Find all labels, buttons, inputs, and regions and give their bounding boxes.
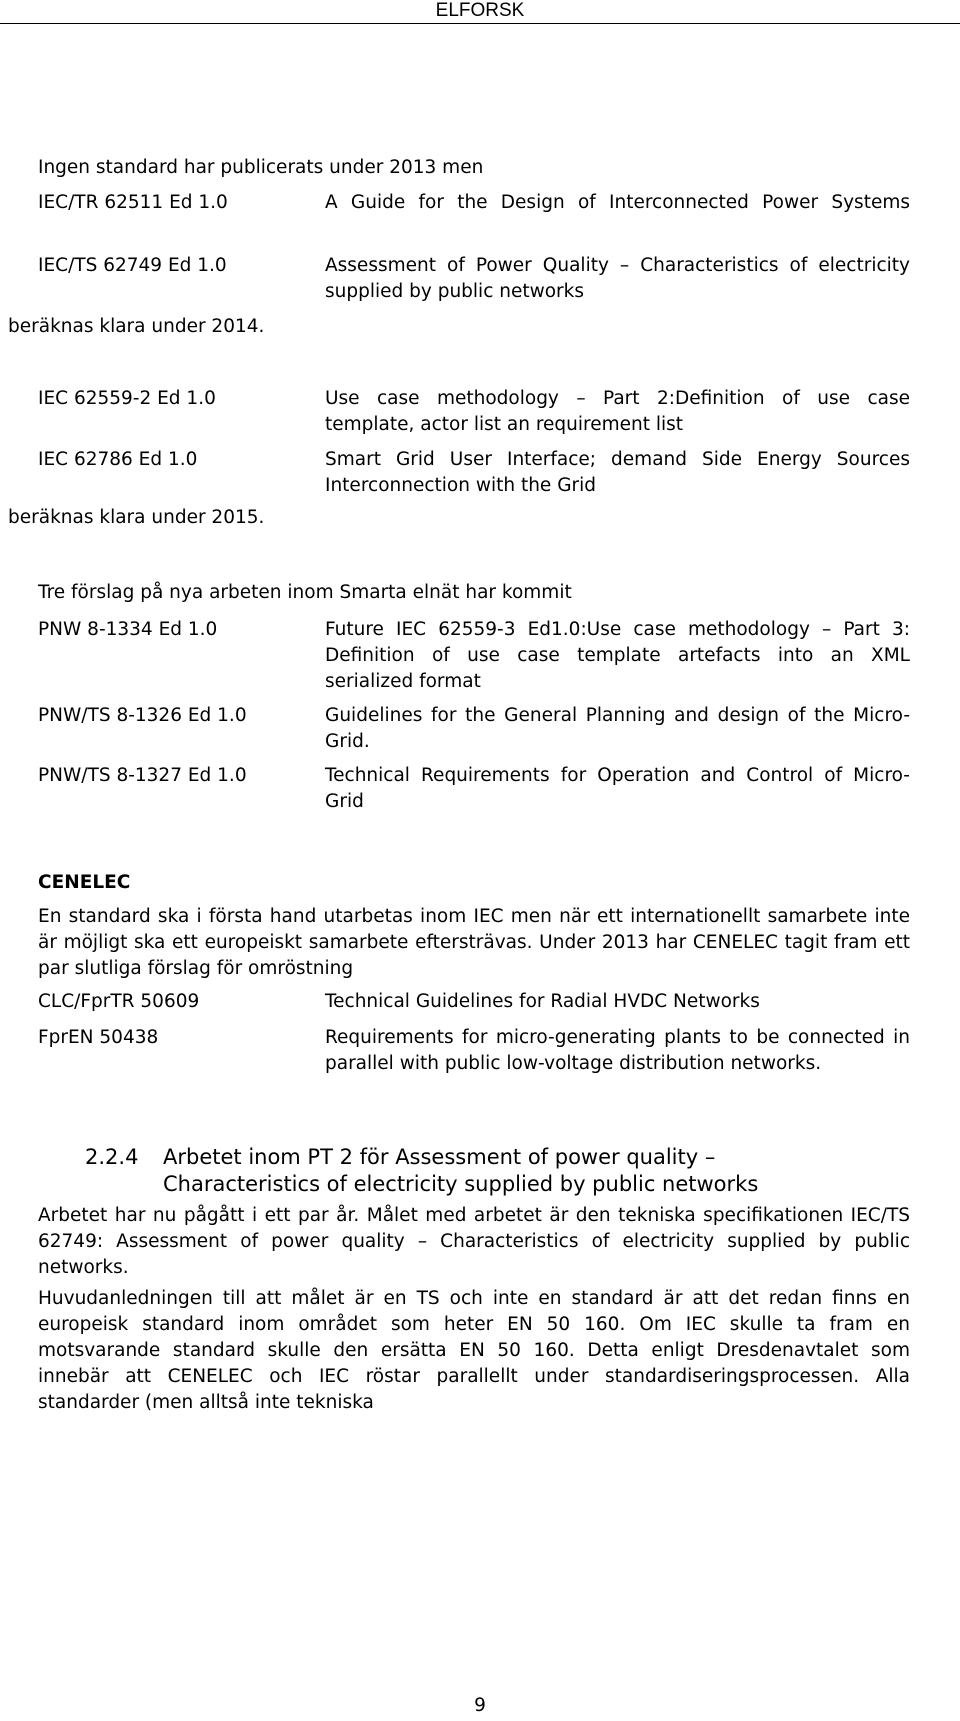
section-title-cont: Characteristics of electricity supplied by public networks	[163, 1172, 759, 1196]
closing-2014: beräknas klara under 2014.	[8, 316, 265, 337]
standard-description-line1	[325, 190, 910, 216]
section-title: Arbetet inom PT 2 för Assessment of power quality –	[163, 1145, 716, 1169]
cenelec-heading: CENELEC	[38, 872, 131, 893]
standard-description: Guidelines for the General Planning and design of the Micro-Grid.	[325, 705, 910, 752]
standard-code: IEC 62786 Ed 1.0	[38, 449, 198, 470]
closing-2015: beräknas klara under 2015.	[8, 507, 265, 528]
body-paragraph: Arbetet har nu pågått i ett par år. Målet med arbetet är den tekniska specifikationen IEC/TS 62749: Assessment of power quality – Characteristics of electricity supplied by public networks.	[38, 1205, 910, 1278]
standard-code: IEC/TR 62511 Ed 1.0	[38, 192, 228, 213]
standard-code: PNW 8-1334 Ed 1.0	[38, 619, 218, 640]
standard-description: Future IEC 62559-3 Ed1.0:Use case methodology – Part 3: Definition of use case template artefacts into an XML serialized format	[325, 619, 910, 692]
standard-code: PNW/TS 8-1326 Ed 1.0	[38, 705, 247, 726]
standard-description: Smart Grid User Interface; demand Side Energy Sources Interconnection with the Grid	[325, 449, 910, 496]
standard-code: CLC/FprTR 50609	[38, 991, 200, 1012]
page-number: 9	[474, 1695, 486, 1716]
proposals-intro: Tre förslag på nya arbeten inom Smarta elnät har kommit	[38, 582, 572, 603]
cenelec-paragraph: En standard ska i första hand utarbetas inom IEC men när ett internationellt samarbete inte är möjligt ska ett europeiskt samarbete eftersträvas. Under 2013 har CENELEC tagit fram ett par slutliga förslag för omröstning	[38, 906, 910, 979]
running-header: ELFORSK	[435, 0, 525, 21]
standard-description: Technical Requirements for Operation and Control of Micro-Grid	[325, 765, 910, 812]
standard-description: Assessment of Power Quality – Characteristics of electricity supplied by public networks	[325, 255, 910, 302]
standard-code: PNW/TS 8-1327 Ed 1.0	[38, 765, 247, 786]
intro-2013: Ingen standard har publicerats under 2013 men	[38, 157, 484, 178]
standard-code: FprEN 50438	[38, 1027, 159, 1048]
standard-description: A Guide for the Design of Interconnected Power Systems	[325, 192, 910, 213]
standard-code: IEC/TS 62749 Ed 1.0	[38, 255, 227, 276]
standard-code: IEC 62559-2 Ed 1.0	[38, 388, 216, 409]
section-number: 2.2.4	[85, 1145, 139, 1169]
header-rule	[0, 23, 960, 24]
standard-description: Use case methodology – Part 2:Definition of use case template, actor list an requirement list	[325, 388, 910, 435]
standard-description: Requirements for micro-generating plants to be connected in parallel with public low-voltage distribution networks.	[325, 1027, 910, 1074]
body-paragraph: Huvudanledningen till att målet är en TS och inte en standard är att det redan finns en europeisk standard inom området som heter EN 50 160. Om IEC skulle ta fram en motsvarande standard skulle den ersätta EN 50 160. Detta enligt Dresdenavtalet som innebär att CENELEC och IEC röstar parallellt under standardiseringsprocessen. Alla standarder (men alltså inte tekniska	[38, 1288, 910, 1413]
standard-description: Technical Guidelines for Radial HVDC Networks	[325, 991, 760, 1012]
